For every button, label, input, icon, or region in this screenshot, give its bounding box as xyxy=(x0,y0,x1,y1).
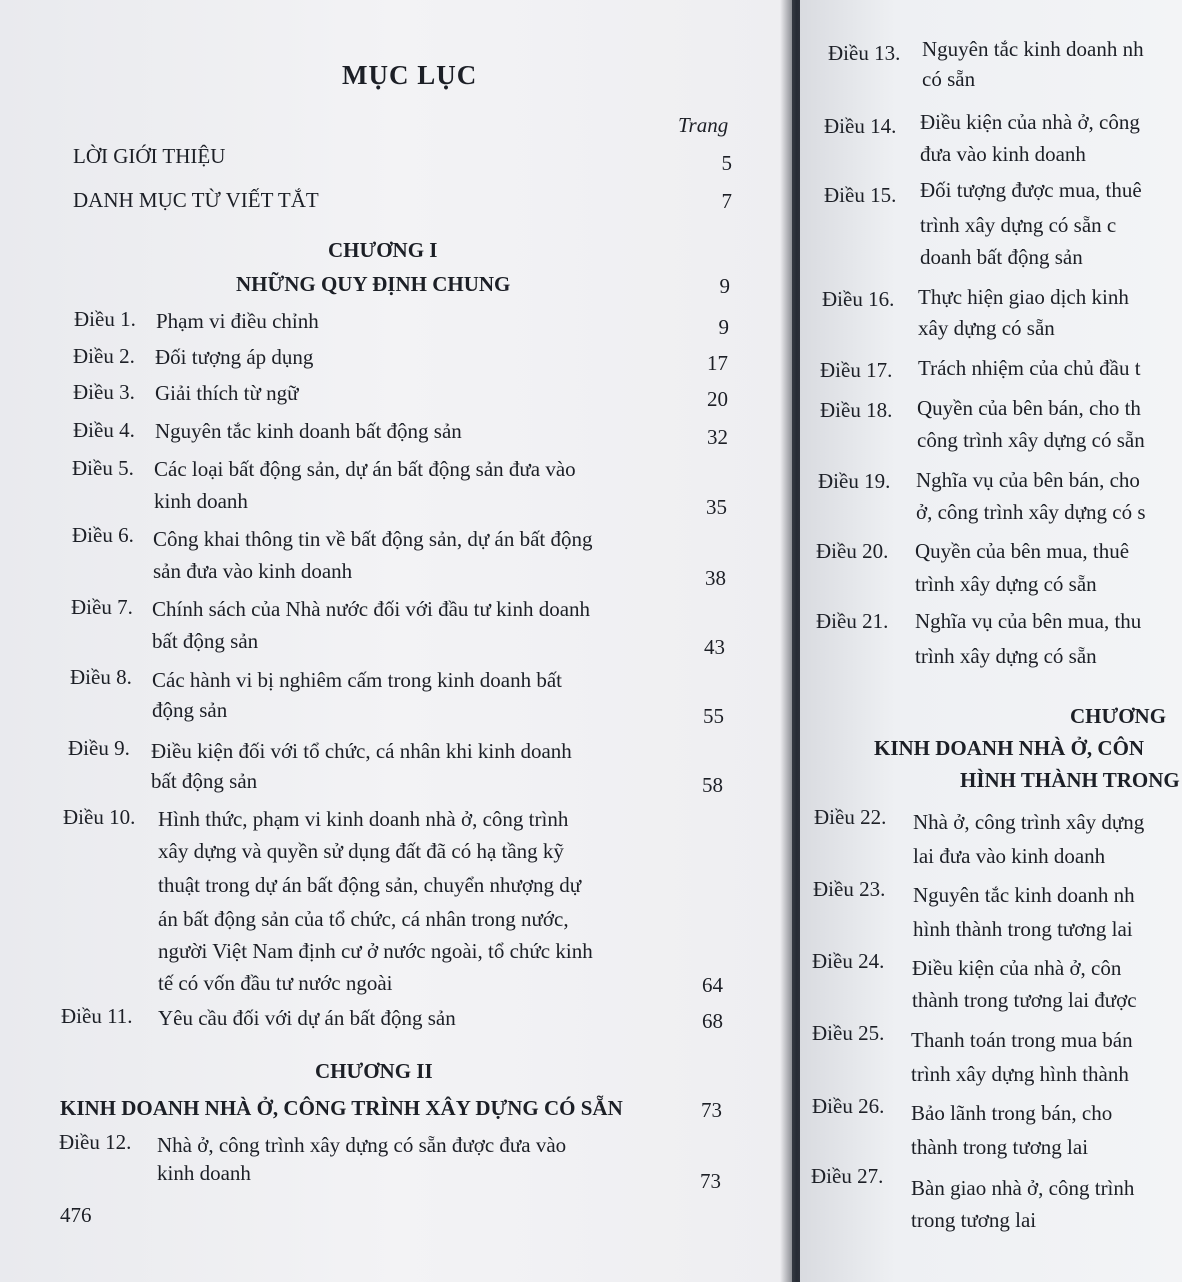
article-title: Phạm vi điều chỉnh xyxy=(156,309,319,333)
article-label: Điều 23. xyxy=(813,877,886,901)
article-title: trình xây dựng có sẵn xyxy=(915,644,1097,668)
article-title: Bảo lãnh trong bán, cho xyxy=(911,1101,1113,1125)
toc-page-number: 73 xyxy=(701,1098,722,1122)
toc-page-number: 58 xyxy=(702,773,723,797)
article-label: Điều 19. xyxy=(818,469,891,493)
chapter-label: CHƯƠNG II xyxy=(315,1059,433,1083)
article-label: Điều 7. xyxy=(71,595,133,619)
article-label: Điều 17. xyxy=(820,358,893,382)
article-label: Điều 8. xyxy=(70,665,132,689)
article-label: Điều 2. xyxy=(73,344,135,368)
article-title: trình xây dựng hình thành xyxy=(911,1062,1129,1086)
article-title: trình xây dựng có sẵn xyxy=(915,572,1097,596)
article-title: Nguyên tắc kinh doanh nh xyxy=(913,883,1135,907)
article-title: Nguyên tắc kinh doanh bất động sản xyxy=(155,419,462,443)
chapter-title: KINH DOANH NHÀ Ở, CÔNG TRÌNH XÂY DỰNG CÓ SẴN xyxy=(60,1096,623,1120)
article-title: ở, công trình xây dựng có s xyxy=(916,500,1146,524)
article-title: Hình thức, phạm vi kinh doanh nhà ở, công trình xyxy=(158,807,569,831)
article-title: thành trong tương lai xyxy=(911,1135,1089,1159)
article-title: Nghĩa vụ của bên mua, thu xyxy=(915,609,1142,633)
article-label: Điều 16. xyxy=(822,287,895,311)
toc-page-number: 7 xyxy=(721,189,732,213)
toc-page-number: 38 xyxy=(705,566,726,590)
article-title: Điều kiện của nhà ở, công xyxy=(920,110,1140,134)
article-label: Điều 22. xyxy=(814,805,887,829)
article-label: Điều 18. xyxy=(820,398,893,422)
article-title: Nhà ở, công trình xây dựng có sẵn được đưa vào xyxy=(157,1133,567,1157)
toc-page-number: 9 xyxy=(719,274,730,298)
article-title: đưa vào kinh doanh xyxy=(920,142,1086,166)
toc-page-number: 20 xyxy=(707,387,728,411)
article-title: sản đưa vào kinh doanh xyxy=(153,559,353,583)
article-title: Các loại bất động sản, dự án bất động sản đưa vào xyxy=(154,457,576,481)
article-title: bất động sản xyxy=(152,629,259,653)
toc-entry-danh-muc: DANH MỤC TỪ VIẾT TẮT xyxy=(73,188,319,212)
article-title: Nhà ở, công trình xây dựng xyxy=(913,810,1145,834)
toc-page-number: 9 xyxy=(718,315,729,339)
trang-label: Trang xyxy=(678,113,729,137)
article-title: lai đưa vào kinh doanh xyxy=(913,844,1106,868)
toc-page-number: 32 xyxy=(707,425,728,449)
article-label: Điều 1. xyxy=(74,307,136,331)
article-label: Điều 6. xyxy=(72,523,134,547)
article-title: Bàn giao nhà ở, công trình xyxy=(911,1176,1135,1200)
article-title: hình thành trong tương lai xyxy=(913,917,1133,941)
article-title: bất động sản xyxy=(151,769,258,793)
toc-page-number: 5 xyxy=(721,151,732,175)
chapter-label: CHƯƠNG I xyxy=(328,238,438,262)
chapter-label: CHƯƠNG xyxy=(1070,704,1167,728)
article-title: Điều kiện đối với tổ chức, cá nhân khi kinh doanh xyxy=(151,739,572,763)
bleed-through-text xyxy=(80,60,121,147)
article-title: xây dựng có sẵn xyxy=(918,316,1055,340)
chapter-title: NHỮNG QUY ĐỊNH CHUNG xyxy=(236,272,511,296)
article-label: Điều 9. xyxy=(68,736,130,760)
article-title: Yêu cầu đối với dự án bất động sản xyxy=(158,1006,456,1030)
article-title: trình xây dựng có sẵn c xyxy=(920,213,1117,237)
chapter-title: KINH DOANH NHÀ Ở, CÔN xyxy=(874,736,1145,760)
article-title: Thanh toán trong mua bán xyxy=(911,1028,1133,1052)
article-title: Quyền của bên mua, thuê xyxy=(915,539,1130,563)
article-label: Điều 27. xyxy=(811,1164,884,1188)
article-title: Đối tượng áp dụng xyxy=(155,345,314,369)
article-title: Điều kiện của nhà ở, côn xyxy=(912,956,1122,980)
article-title: thuật trong dự án bất động sản, chuyển nhượng dự xyxy=(158,873,582,897)
article-title: trong tương lai xyxy=(911,1208,1037,1232)
article-title: tế có vốn đầu tư nước ngoài xyxy=(158,971,393,995)
toc-page-number: 17 xyxy=(707,351,728,375)
article-label: Điều 15. xyxy=(824,183,897,207)
toc-page-number: 55 xyxy=(703,704,724,728)
toc-entry-loi-gioi-thieu: LỜI GIỚI THIỆU xyxy=(73,144,226,168)
article-label: Điều 25. xyxy=(812,1021,885,1045)
toc-page-number: 73 xyxy=(700,1169,721,1193)
article-label: Điều 5. xyxy=(72,456,134,480)
article-title: có sẵn xyxy=(922,67,976,91)
article-title: người Việt Nam định cư ở nước ngoài, tổ chức kinh xyxy=(158,939,593,963)
article-title: doanh bất động sản xyxy=(920,245,1083,269)
article-title: Các hành vi bị nghiêm cấm trong kinh doanh bất xyxy=(152,668,562,692)
article-label: Điều 4. xyxy=(73,418,135,442)
article-title: xây dựng và quyền sử dụng đất đã có hạ tầng kỹ xyxy=(158,839,564,863)
article-label: Điều 20. xyxy=(816,539,889,563)
article-title: Nguyên tắc kinh doanh nh xyxy=(922,37,1144,61)
article-label: Điều 21. xyxy=(816,609,889,633)
article-title: động sản xyxy=(152,698,228,722)
toc-page-number: 43 xyxy=(704,635,725,659)
article-title: Trách nhiệm của chủ đầu t xyxy=(918,356,1141,380)
article-label: Điều 14. xyxy=(824,114,897,138)
article-title: kinh doanh xyxy=(154,489,248,513)
article-label: Điều 26. xyxy=(812,1094,885,1118)
toc-page-number: 68 xyxy=(702,1009,723,1033)
chapter-title: HÌNH THÀNH TRONG xyxy=(960,768,1180,792)
article-title: Thực hiện giao dịch kinh xyxy=(918,285,1129,309)
toc-page-number: 64 xyxy=(702,973,723,997)
article-title: Giải thích từ ngữ xyxy=(155,381,299,405)
article-title: Nghĩa vụ của bên bán, cho xyxy=(916,468,1140,492)
article-label: Điều 10. xyxy=(63,805,136,829)
right-page xyxy=(800,0,1182,1282)
toc-page-number: 35 xyxy=(706,495,727,519)
article-label: Điều 12. xyxy=(59,1130,132,1154)
article-label: Điều 13. xyxy=(828,41,901,65)
article-title: kinh doanh xyxy=(157,1161,251,1185)
article-label: Điều 3. xyxy=(73,380,135,404)
article-title: Đối tượng được mua, thuê xyxy=(920,178,1142,202)
article-label: Điều 24. xyxy=(812,949,885,973)
article-title: công trình xây dựng có sẵn xyxy=(917,428,1145,452)
article-title: Công khai thông tin về bất động sản, dự án bất động xyxy=(153,527,593,551)
article-title: thành trong tương lai được xyxy=(912,988,1137,1012)
footer-page-number: 476 xyxy=(60,1203,92,1227)
article-title: Quyền của bên bán, cho th xyxy=(917,396,1141,420)
article-title: Chính sách của Nhà nước đối với đầu tư kinh doanh xyxy=(152,597,591,621)
article-title: án bất động sản của tổ chức, cá nhân trong nước, xyxy=(158,907,569,931)
article-label: Điều 11. xyxy=(61,1004,133,1028)
page-title: MỤC LỤC xyxy=(342,60,478,90)
